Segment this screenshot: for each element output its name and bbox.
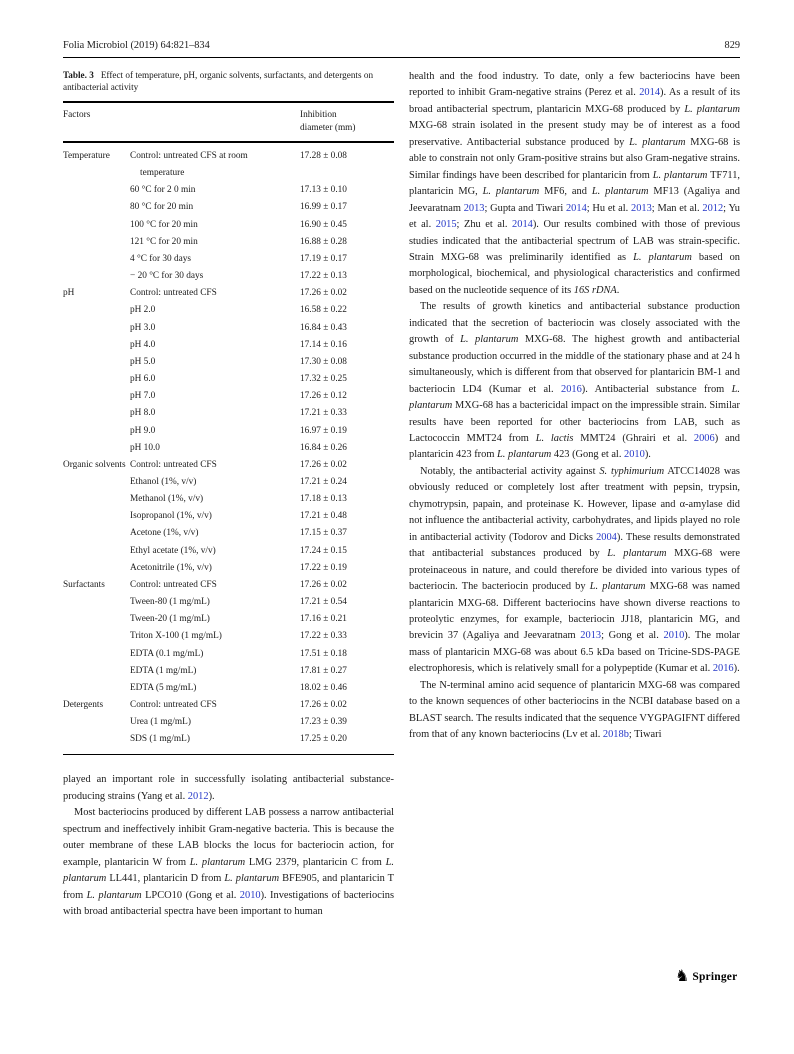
value-cell: 16.99 ± 0.17 — [300, 202, 347, 213]
italic-term: L. plantarum — [63, 856, 394, 885]
value-cell: 17.24 ± 0.15 — [300, 545, 347, 556]
value-cell: 17.26 ± 0.02 — [300, 579, 347, 590]
treatment-cell: Tween-20 (1 mg/mL) — [130, 614, 210, 625]
journal-citation: Folia Microbiol (2019) 64:821–834 — [63, 40, 210, 51]
table-caption-text: Effect of temperature, pH, organic solvents, surfactants, and detergents on antibacterial activity — [63, 70, 374, 92]
treatment-cell: pH 10.0 — [130, 442, 160, 453]
citation-link[interactable]: 2010 — [624, 449, 645, 461]
right-column-text — [409, 69, 740, 744]
table-row — [63, 337, 394, 354]
factor-cell — [63, 337, 130, 354]
paragraph: health and the food industry. To date, only a few bacteriocins have been reported to inhibit Gram-negative strains (Perez et al. 2014). As a result of its broad antibacterial spectrum, plantaricin MXG-68 produced by L. plantarum MXG-68 strain isolated in the present study may be of interest as a food preservative. Antibacterial substance produced by L. plantarum MXG-68 is able to constrain not only Gram-positive strains but also Gram-negative strains. Similar findings have been described for plantaricin from L. plantarum TF711, plantaricin MG, L. plantarum MF6, and L. plantarum MF13 (Agaliya and Jeevaratnam 2013; Gupta and Tiwari 2014; Hu et al. 2013; Man et al. 2012; Yu et al. 2015; Zhu et al. 2014). Our results combined with those of previous studies indicated that the antibacterial spectrum of LAB was strain-specific. Strain MXG-68 was preliminarily identified as L. plantarum based on morphological, biochemical, and physiological characteristics and confirmed based on the nucleotide sequence of its 16S rDNA. — [409, 71, 740, 296]
citation-link[interactable]: 2010 — [239, 889, 261, 901]
italic-term: L. plantarum — [629, 136, 686, 148]
factor-cell: Detergents — [63, 700, 104, 710]
factor-cell: Temperature — [63, 151, 110, 161]
springer-logo — [675, 969, 737, 985]
table-row — [63, 440, 394, 457]
table-row — [63, 302, 394, 319]
value-cell: 16.90 ± 0.45 — [300, 219, 347, 230]
treatment-cell: pH 8.0 — [130, 408, 156, 419]
italic-term: L. plantarum — [224, 873, 280, 885]
factor-cell — [63, 199, 130, 216]
table-row — [63, 525, 394, 542]
treatment-cell: Tween-80 (1 mg/mL) — [130, 597, 210, 608]
table-row — [63, 182, 394, 199]
treatment-cell: Control: untreated CFS — [130, 579, 217, 590]
factor-cell — [63, 646, 130, 663]
table-row — [63, 646, 394, 663]
factor-cell — [63, 474, 130, 491]
factor-cell — [63, 371, 130, 388]
treatment-cell: pH 6.0 — [130, 374, 156, 385]
value-cell: 17.21 ± 0.33 — [300, 408, 347, 419]
table-row — [63, 611, 394, 628]
treatment-cell: Triton X-100 (1 mg/mL) — [130, 631, 222, 642]
table-header-row — [63, 101, 394, 143]
treatment-cell: pH 9.0 — [130, 425, 156, 436]
column-header-inhibition-diameter — [300, 109, 394, 134]
table-row — [63, 251, 394, 268]
factor-cell — [63, 440, 130, 457]
factor-cell — [63, 560, 130, 577]
factor-cell: Organic solvents — [63, 459, 126, 470]
italic-term: L. lactis — [535, 432, 574, 444]
left-column — [63, 69, 394, 921]
value-cell: 17.22 ± 0.33 — [300, 631, 347, 642]
factor-cell — [63, 423, 130, 440]
table-row — [63, 680, 394, 697]
table-row — [63, 388, 394, 405]
paragraph: The N-terminal amino acid sequence of plantaricin MXG-68 was compared to the known sequences of other bacteriocins in the NCBI database based on a BLAST search. The results indicated that the sequence VYGPAGIFNT differed from that of any known bacteriocins (Lv et al. 2018b; Tiwari — [409, 679, 740, 741]
citation-link[interactable]: 2012 — [702, 202, 724, 214]
value-cell: 17.19 ± 0.17 — [300, 253, 347, 264]
table-3 — [63, 101, 394, 755]
table-row — [63, 268, 394, 285]
paragraph: played an important role in successfully isolating antibacterial substance-producing strains (Yang et al. 2012). — [63, 774, 394, 802]
factor-cell — [63, 251, 130, 268]
factor-cell — [63, 508, 130, 525]
table-row — [63, 663, 394, 680]
citation-link[interactable]: 2018b — [602, 729, 629, 741]
two-column-body — [63, 69, 740, 921]
citation-link[interactable]: 2015 — [435, 219, 457, 231]
treatment-cell: 4 °C for 30 days — [130, 253, 192, 264]
value-cell: 16.97 ± 0.19 — [300, 425, 347, 436]
factor-cell — [63, 525, 130, 542]
citation-link[interactable]: 2004 — [596, 531, 617, 543]
treatment-cell: Isopropanol (1%, v/v) — [130, 511, 212, 522]
factor-cell — [63, 543, 130, 560]
value-cell: 17.21 ± 0.48 — [300, 511, 347, 522]
left-column-text — [63, 772, 394, 920]
treatment-cell: pH 7.0 — [130, 391, 156, 402]
table-row — [63, 491, 394, 508]
treatment-cell: pH 2.0 — [130, 305, 156, 316]
treatment-cell: pH 5.0 — [130, 356, 156, 367]
header-divider — [63, 57, 740, 58]
factor-cell — [63, 182, 130, 199]
citation-link[interactable]: 2013 — [463, 202, 485, 214]
paragraph: Notably, the antibacterial activity against S. typhimurium ATCC14028 was obviously reduced or completely lost after treatment with pepsin, trypsin, chymotrypsin, papain, and proteinase K. However, lipase and α-amylase did not influence the antibacterial activity, carbohydrates, and lipids played no role in antibacterial activity (Todorov and Dicks 2004). These results demonstrated that antibacterial substances produced by L. plantarum MXG-68 were proteinaceous in nature, and could therefore be divided into various types of bacteriocin. The bacteriocin produced by L. plantarum MXG-68 was named plantaricin MXG-68. Different bacteriocins have shown diverse reactions to proteolytic enzymes, for example, bacteriocin JJ18, plantaricin MG, and brevicin 37 (Agaliya and Jeevaratnam 2013; Gong et al. 2010). The molar mass of plantaricin MXG-68 was about 6.5 kDa based on Tricine-SDS-PAGE electrophoresis, which is relatively small for a polypeptide (Kumar et al. 2016). — [409, 465, 741, 675]
value-cell: 17.18 ± 0.13 — [300, 494, 347, 505]
citation-link[interactable]: 2012 — [187, 790, 209, 802]
table-body — [63, 143, 394, 755]
value-cell: 17.32 ± 0.25 — [300, 374, 347, 385]
italic-term: L. plantarum — [460, 334, 519, 346]
value-cell: 17.22 ± 0.19 — [300, 562, 347, 573]
value-cell: 17.81 ± 0.27 — [300, 665, 347, 676]
treatment-cell: Urea (1 mg/mL) — [130, 717, 191, 728]
factor-cell — [63, 217, 130, 234]
table-row — [63, 474, 394, 491]
treatment-cell: pH 3.0 — [130, 322, 156, 333]
value-cell: 17.15 ± 0.37 — [300, 528, 347, 539]
factor-cell — [63, 731, 130, 748]
table-row — [63, 405, 394, 422]
italic-term: L. plantarum — [607, 548, 667, 560]
citation-link[interactable]: 2006 — [693, 432, 715, 444]
treatment-cell: Control: untreated CFS — [130, 459, 217, 470]
citation-link[interactable]: 2016 — [561, 383, 582, 395]
paragraph: Most bacteriocins produced by different LAB possess a narrow antibacterial spectrum and ineffectively inhibit Gram-negative bacteria. This is because the outer membrane of these LAB blocks the locus for bacteriocin action, for example, plantaricin W from L. plantarum LMG 2379, plantaricin C from L. plantarum LL441, plantaricin D from L. plantarum BFE905, and plantaricin T from L. plantarum LPCO10 (Gong et al. 2010). Investigations of bacteriocins with broad antibacterial spectra have been important to human — [63, 807, 394, 918]
treatment-cell: Control: untreated CFS at room temperature — [130, 151, 248, 179]
value-cell: 16.84 ± 0.26 — [300, 442, 347, 453]
value-cell: 16.88 ± 0.28 — [300, 236, 347, 247]
table-row — [63, 217, 394, 234]
italic-term: L. plantarum — [652, 169, 708, 181]
value-cell: 17.26 ± 0.02 — [300, 459, 347, 470]
table-row — [63, 628, 394, 645]
table-row — [63, 148, 394, 182]
factor-cell — [63, 268, 130, 285]
treatment-cell: Acetonitrile (1%, v/v) — [130, 562, 212, 573]
value-cell: 18.02 ± 0.46 — [300, 682, 347, 693]
italic-term: L. plantarum — [589, 581, 646, 593]
italic-term: L. plantarum — [633, 251, 692, 263]
table-row — [63, 508, 394, 525]
treatment-cell: 100 °C for 20 min — [130, 219, 198, 230]
treatment-cell: Acetone (1%, v/v) — [130, 528, 199, 539]
table-caption-label: Table. 3 — [63, 70, 94, 80]
table-row — [63, 560, 394, 577]
table-row — [63, 199, 394, 216]
citation-link[interactable]: 2010 — [663, 630, 685, 642]
factor-cell — [63, 388, 130, 405]
page-header — [63, 40, 740, 51]
italic-term: S. typhimurium — [599, 465, 665, 477]
factor-cell: Surfactants — [63, 579, 105, 590]
treatment-cell: EDTA (5 mg/mL) — [130, 682, 197, 693]
table-row — [63, 285, 394, 302]
treatment-cell: − 20 °C for 30 days — [130, 271, 204, 282]
factor-cell — [63, 594, 130, 611]
table-row — [63, 697, 394, 714]
table-row — [63, 543, 394, 560]
treatment-cell: SDS (1 mg/mL) — [130, 734, 190, 745]
factor-cell — [63, 714, 130, 731]
value-cell: 17.16 ± 0.21 — [300, 614, 347, 625]
factor-cell — [63, 663, 130, 680]
treatment-cell: Control: untreated CFS — [130, 288, 217, 299]
treatment-cell: Ethanol (1%, v/v) — [130, 476, 197, 487]
paragraph: The results of growth kinetics and antibacterial substance production indicated that the secretion of bacteriocin was closely associated with the growth of L. plantarum MXG-68. The highest growth and antibacterial substance production occurred in the middle of the stationary phase and at 24 h simultaneously, which is different from that observed for plantaricin BM-1 and bacteriocin LD4 (Kumar et al. 2016). Antibacterial substance from L. plantarum MXG-68 has a bactericidal impact on the impressible strain. Similar results have been reported for other bacteriocins from LAB, such as Lactococcin MMT24 from L. lactis MMT24 (Ghrairi et al. 2006) and plantaricin 423 from L. plantarum 423 (Gong et al. 2010). — [409, 301, 740, 461]
table-row — [63, 731, 394, 748]
treatment-cell: 121 °C for 20 min — [130, 236, 198, 247]
treatment-cell: EDTA (0.1 mg/mL) — [130, 648, 204, 659]
table-caption — [63, 69, 394, 93]
value-cell: 17.26 ± 0.02 — [300, 700, 347, 710]
factor-cell — [63, 354, 130, 371]
treatment-cell: EDTA (1 mg/mL) — [130, 665, 197, 676]
table-row — [63, 371, 394, 388]
citation-link[interactable]: 2014 — [639, 87, 661, 99]
italic-term: L. plantarum — [189, 856, 246, 868]
value-cell: 17.25 ± 0.20 — [300, 734, 347, 745]
value-cell: 17.51 ± 0.18 — [300, 648, 347, 659]
value-cell: 17.28 ± 0.08 — [300, 151, 347, 161]
table-row — [63, 354, 394, 371]
factor-cell — [63, 491, 130, 508]
value-cell: 16.84 ± 0.43 — [300, 322, 347, 333]
value-cell: 17.26 ± 0.02 — [300, 288, 347, 299]
italic-term: L. plantarum — [409, 383, 740, 412]
factor-cell — [63, 302, 130, 319]
page-number: 829 — [724, 40, 740, 51]
treatment-cell: pH 4.0 — [130, 339, 156, 350]
italic-term: L. plantarum — [482, 186, 540, 198]
table-row — [63, 457, 394, 474]
treatment-cell: Methanol (1%, v/v) — [130, 494, 204, 505]
treatment-cell: Control: untreated CFS — [130, 700, 217, 710]
citation-link[interactable]: 2016 — [712, 663, 734, 675]
citation-link[interactable]: 2014 — [565, 202, 587, 214]
column-header-line2: diameter (mm) — [300, 122, 356, 133]
citation-link[interactable]: 2013 — [580, 630, 602, 642]
table-row — [63, 714, 394, 731]
factor-cell — [63, 320, 130, 337]
value-cell: 17.14 ± 0.16 — [300, 339, 347, 350]
springer-wordmark: Springer — [692, 971, 738, 983]
italic-term: L. plantarum — [86, 889, 142, 901]
value-cell: 17.23 ± 0.39 — [300, 717, 347, 728]
value-cell: 17.21 ± 0.24 — [300, 476, 347, 487]
citation-link[interactable]: 2013 — [631, 202, 652, 214]
value-cell: 16.58 ± 0.22 — [300, 305, 347, 316]
factor-cell — [63, 234, 130, 251]
factor-cell — [63, 628, 130, 645]
value-cell: 17.22 ± 0.13 — [300, 271, 347, 282]
treatment-cell: 60 °C for 2 0 min — [130, 185, 196, 196]
table-row — [63, 577, 394, 594]
table-row — [63, 594, 394, 611]
factor-cell — [63, 680, 130, 697]
italic-term: L. plantarum — [684, 103, 740, 115]
italic-term: L. plantarum — [591, 186, 649, 198]
value-cell: 17.13 ± 0.10 — [300, 185, 347, 196]
value-cell: 17.26 ± 0.12 — [300, 391, 347, 402]
table-row — [63, 234, 394, 251]
factor-cell — [63, 405, 130, 422]
column-header-factors: Factors — [63, 110, 91, 120]
italic-term: L. plantarum — [497, 449, 552, 461]
factor-cell — [63, 611, 130, 628]
citation-link[interactable]: 2014 — [512, 219, 533, 231]
value-cell: 17.21 ± 0.54 — [300, 597, 347, 608]
springer-horse-icon: ♞ — [675, 968, 690, 985]
treatment-cell: 80 °C for 20 min — [130, 202, 194, 213]
right-column — [409, 69, 740, 921]
factor-cell: pH — [63, 288, 75, 299]
column-header-line1: Inhibition — [300, 110, 337, 120]
table-row — [63, 423, 394, 440]
treatment-cell: Ethyl acetate (1%, v/v) — [130, 545, 216, 556]
table-row — [63, 320, 394, 337]
italic-term: 16S rDNA — [573, 284, 617, 296]
value-cell: 17.30 ± 0.08 — [300, 356, 347, 367]
